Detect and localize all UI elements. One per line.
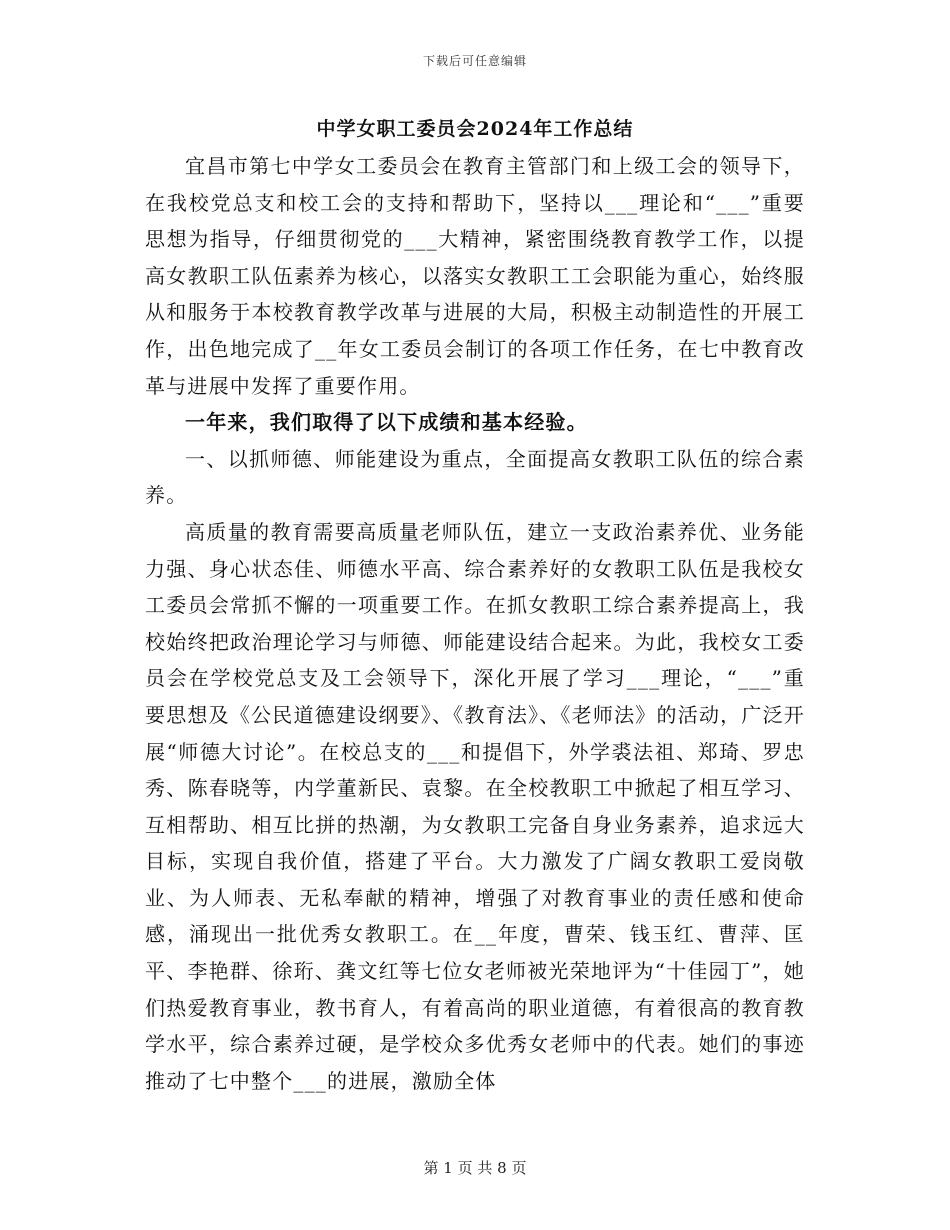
document-body <box>145 148 805 1099</box>
document-title: 中学女职工委员会2024年工作总结 <box>316 118 634 140</box>
paragraph-achievements-heading: 一年来，我们取得了以下成绩和基本经验。 <box>185 410 588 435</box>
paragraph-section-one-body: 高质量的教育需要高质量老师队伍，建立一支政治素养优、业务能力强、身心状态佳、师德水平高、综合素养好的女教职工队伍是我校女工委员会常抓不懈的一项重要工作。在抓女教职工综合素养提高上，我校始终把政治理论学习与师德、师能建设结合起来。为此，我校女工委员会在学校党总支及工会领导下，深化开展了学习___理论，“___”重要思想及《公民道德建设纲要》、《教育法》、《老师法》的活动，广泛开展“师德大讨论”。在校总支的___和提倡下，外学裘法祖、郑琦、罗忠秀、陈春晓等，内学董新民、袁黎。在全校教职工中掀起了相互学习、互相帮助、相互比拼的热潮，为女教职工完备自身业务素养，追求远大目标，实现自我价值，搭建了平台。大力激发了广阔女教职工爱岗敬业、为人师表、无私奉献的精神，增强了对教育事业的责任感和使命感，涌现出一批优秀女教职工。在__年度，曹荣、钱玉红、曹萍、匡平、李艳群、徐珩、龚文红等七位女老师被光荣地评为“十佳园丁”，她们热爱教育事业，教书育人，有着高尚的职业道德，有着很高的教育教学水平，综合素养过硬，是学校众多优秀女老师中的代表。她们的事迹推动了七中整个___的进展，激励全体 <box>145 519 805 1093</box>
paragraph-intro: 宜昌市第七中学女工委员会在教育主管部门和上级工会的领导下，在我校党总支和校工会的支持和帮助下，坚持以___理论和“___”重要思想为指导，仔细贯彻党的___大精神，紧密围绕教育教学工作，以提高女教职工队伍素养为核心，以落实女教职工工会职能为重心，始终服从和服务于本校教育教学改革与进展的大局，积极主动制造性的开展工作，出色地完成了__年女工委员会制订的各项工作任务，在七中教育改革与进展中发挥了重要作用。 <box>145 154 805 398</box>
page-header-note: 下载后可任意编辑 <box>422 54 527 68</box>
page-number-footer: 第 1 页 共 8 页 <box>423 1159 527 1177</box>
paragraph-section-one-heading: 一、以抓师德、师能建设为重点，全面提高女教职工队伍的综合素养。 <box>145 446 805 508</box>
